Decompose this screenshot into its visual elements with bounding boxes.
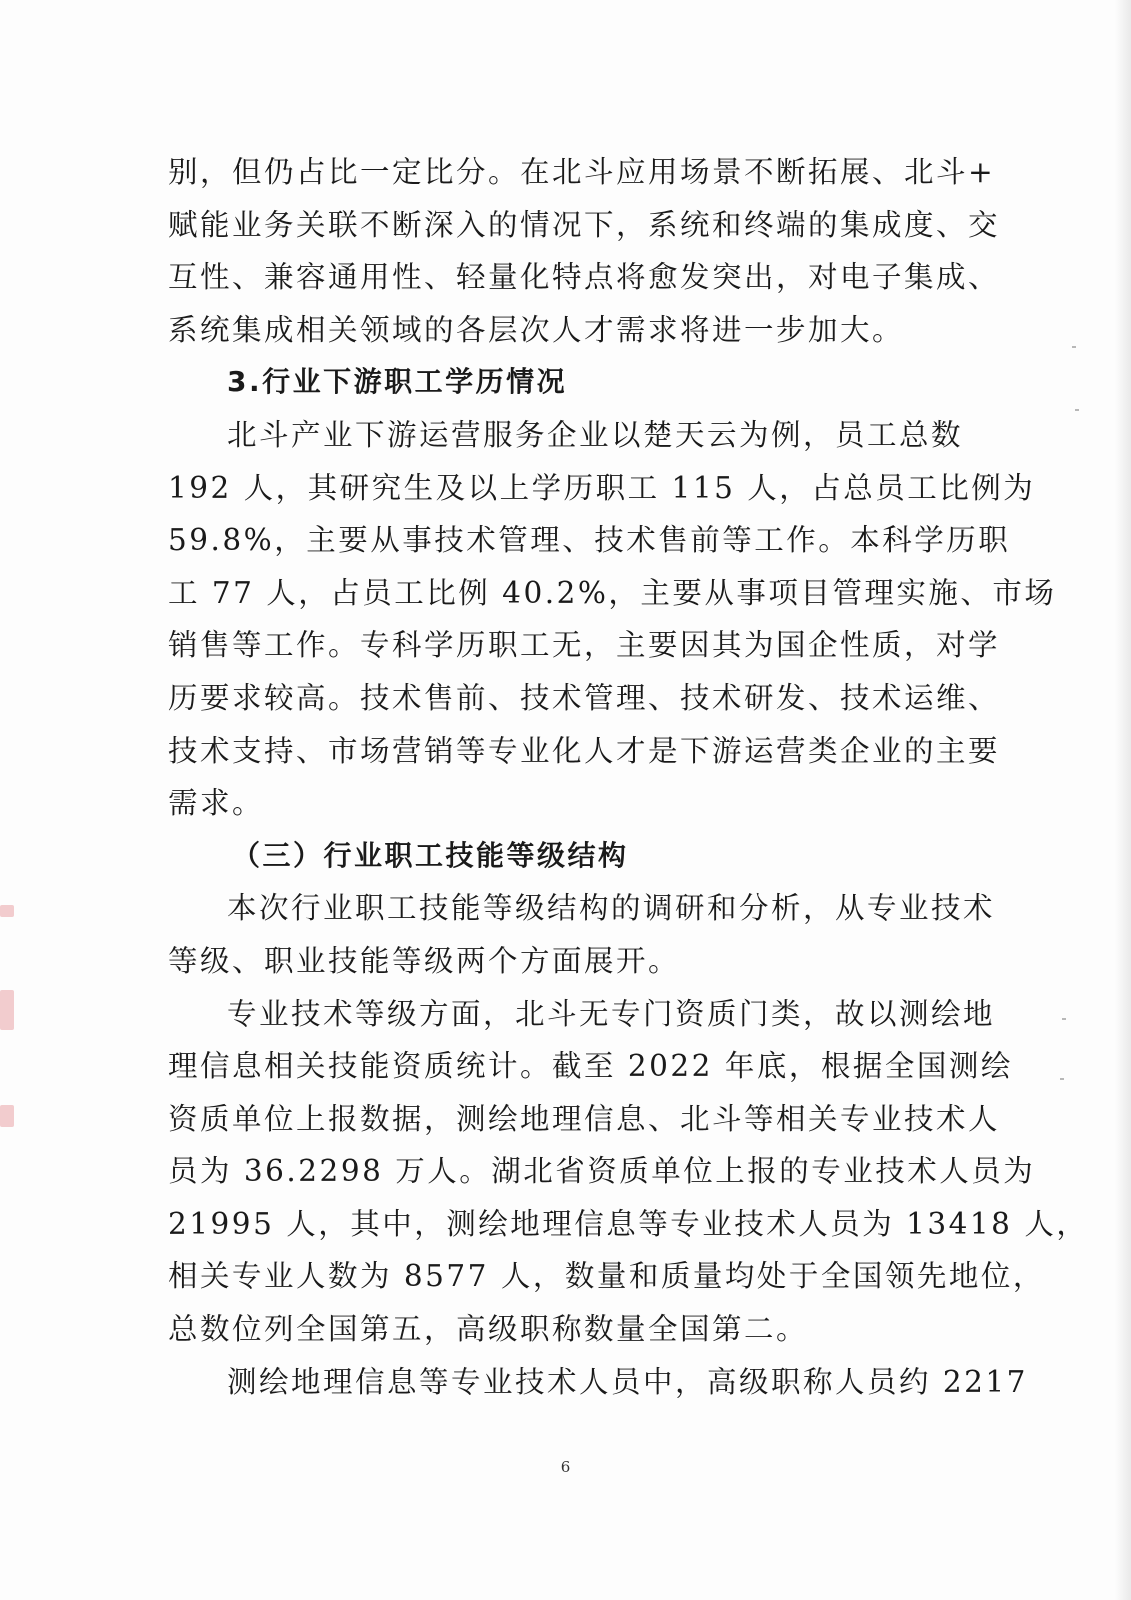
text-line: 员为 36.2298 万人。湖北省资质单位上报的专业技术人员为 [168, 1154, 1036, 1189]
text-line: 互性、兼容通用性、轻量化特点将愈发突出，对电子集成、 [168, 260, 1001, 295]
text-line: 北斗产业下游运营服务企业以楚天云为例，员工总数 [227, 417, 964, 452]
text-line: 需求。 [168, 786, 265, 821]
section-heading-skill-level-structure [168, 830, 946, 883]
scan-speck [1072, 346, 1076, 348]
paragraph-downstream-education [168, 409, 1057, 830]
stamp-fragment [0, 905, 14, 917]
paragraph-senior-title-count [168, 1356, 1028, 1409]
text-line: 工 77 人，占员工比例 40.2%，主要从事项目管理实施、市场 [168, 575, 1057, 610]
text-line: 相关专业人数为 8577 人，数量和质量均处于全国领先地位， [168, 1259, 1045, 1294]
stamp-fragment [0, 1105, 14, 1127]
text-line: 系统集成相关领域的各层次人才需求将进一步加大。 [168, 312, 905, 347]
text-line: 技术支持、市场营销等专业化人才是下游运营类企业的主要 [168, 733, 1001, 768]
heading-text: 3.行业下游职工学历情况 [227, 365, 568, 399]
scan-speck [1062, 1018, 1066, 1020]
document-body [168, 146, 1089, 1408]
text-line: 赋能业务关联不断深入的情况下，系统和终端的集成度、交 [168, 207, 1001, 242]
text-line: 本次行业职工技能等级结构的调研和分析，从专业技术 [227, 891, 996, 926]
text-line: 销售等工作。专科学历职工无，主要因其为国企性质，对学 [168, 628, 1001, 663]
paragraph-integration-demand [168, 146, 1001, 356]
stamp-fragment [0, 990, 14, 1030]
text-line: 别，但仍占比一定比分。在北斗应用场景不断拓展、北斗+ [168, 155, 996, 189]
heading-text: （三）行业职工技能等级结构 [232, 838, 629, 872]
text-line: 192 人，其研究生及以上学历职工 115 人，占总员工比例为 [168, 470, 1036, 505]
paragraph-skill-survey-intro [168, 882, 996, 987]
text-line: 59.8%，主要从事技术管理、技术售前等工作。本科学历职 [168, 523, 1011, 558]
text-line: 21995 人，其中，测绘地理信息等专业技术人员为 13418 人， [168, 1206, 1089, 1241]
scan-speck [1060, 1078, 1064, 1080]
paragraph-professional-technical-level [168, 988, 1089, 1356]
text-line: 专业技术等级方面，北斗无专门资质门类，故以测绘地 [227, 996, 996, 1031]
text-line: 理信息相关技能资质统计。截至 2022 年底，根据全国测绘 [168, 1049, 1013, 1084]
page-edge-shadow [1115, 0, 1131, 1600]
section-heading-downstream-education [168, 356, 946, 409]
scan-speck [1075, 409, 1079, 411]
text-line: 历要求较高。技术售前、技术管理、技术研发、技术运维、 [168, 680, 1001, 715]
text-line: 资质单位上报数据，测绘地理信息、北斗等相关专业技术人 [168, 1101, 1001, 1136]
text-line: 等级、职业技能等级两个方面展开。 [168, 943, 681, 978]
page-number: 6 [560, 1458, 571, 1476]
text-line: 测绘地理信息等专业技术人员中，高级职称人员约 2217 [227, 1364, 1028, 1399]
text-line: 总数位列全国第五，高级职称数量全国第二。 [168, 1312, 809, 1347]
